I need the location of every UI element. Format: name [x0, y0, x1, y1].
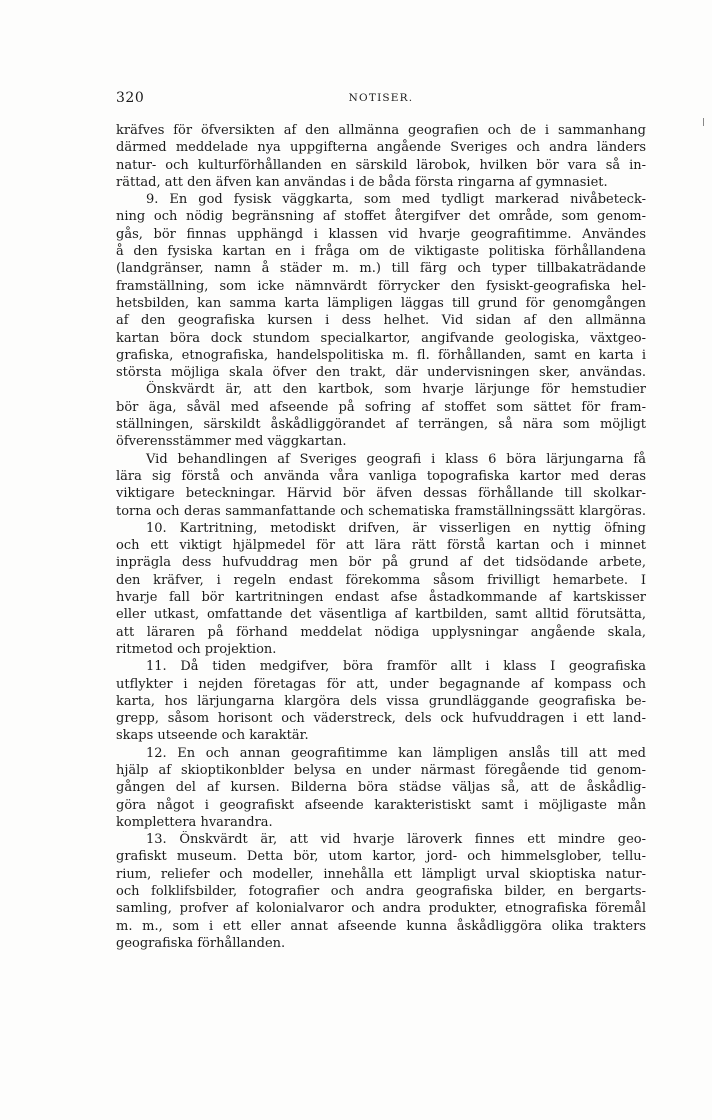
- text-line: hvarje fall bör kartritningen endast afse åstadkommande af kartskisser: [116, 590, 646, 606]
- text-line: att läraren på förhand meddelat nödiga upplysningar angående skala,: [116, 624, 646, 640]
- text-line: natur- och kulturförhållanden en särskild lärobok, hvilken bör vara så in-: [116, 157, 646, 173]
- text-line: och ett viktigt hjälpmedel för att lära rätt förstå kartan och i minnet: [116, 538, 646, 554]
- text-line: bör äga, såväl med afseende på sofring af stoffet som sättet för fram-: [116, 399, 646, 415]
- text-line: gången del af kursen. Bilderna böra städse väljas så, att de åskådlig-: [116, 780, 646, 796]
- margin-mark: [703, 118, 704, 126]
- text-line: inprägla dess hufvuddrag men bör på grund af det tidsödande arbete,: [116, 555, 646, 571]
- text-line: kartan böra dock stundom specialkartor, angifvande geologiska, växtgeo-: [116, 330, 646, 346]
- text-line: 11. Då tiden medgifver, böra framför allt i klass I geografiska: [146, 659, 646, 675]
- text-line: kräfves för öfversikten af den allmänna geografien och de i sammanhang: [116, 123, 646, 138]
- text-line: karta, hos lärjungarna klargöra dels vissa grundläggande geografiska be-: [116, 693, 646, 709]
- text-line: 13. Önskvärdt är, att vid hvarje läroverk finnes ett mindre geo-: [146, 832, 646, 848]
- text-line: rättad, att den äfven kan användas i de båda första ringarna af gymnasiet.: [116, 174, 608, 190]
- text-line: eller utkast, omfattande det väsentliga af kartbilden, samt alltid förutsätta,: [116, 607, 646, 623]
- text-line: 10. Kartritning, metodiskt drifven, är visserligen en nyttig öfning: [146, 520, 646, 536]
- text-line: å den fysiska kartan en i fråga om de viktigaste politiska förhållandena: [116, 244, 646, 260]
- text-line: viktigare beteckningar. Härvid bör äfven dessas förhållande till skolkar-: [116, 486, 646, 502]
- text-line: ning och nödig begränsning af stoffet återgifver det område, som genom-: [116, 209, 646, 225]
- text-line: 12. En och annan geografitimme kan lämpligen anslås till att med: [146, 745, 646, 761]
- text-line: öfverensstämmer med väggkartan.: [116, 434, 347, 450]
- text-line: Önskvärdt är, att den kartbok, som hvarje lärjunge för hemstudier: [146, 382, 646, 398]
- text-line: Vid behandlingen af Sveriges geografi i klass 6 böra lärjungarna få: [146, 451, 646, 467]
- text-line: ställningen, särskildt åskådliggörandet af terrängen, så nära som möjligt: [116, 417, 646, 433]
- text-line: lära sig förstå och använda våra vanliga topografiska kartor med deras: [116, 468, 646, 484]
- text-line: m. m., som i ett eller annat afseende kunna åskådliggöra olika trakters: [116, 918, 646, 934]
- text-line: utflykter i nejden företagas för att, under begagnande af kompass och: [116, 676, 646, 692]
- running-title: NOTISER.: [348, 92, 414, 104]
- text-line: hetsbilden, kan samma karta lämpligen läggas till grund för genomgången: [116, 295, 646, 311]
- text-line: rium, reliefer och modeller, innehålla ett lämpligt urval skioptiska natur-: [116, 866, 646, 882]
- text-line: gås, bör finnas upphängd i klassen vid hvarje geografitimme. Användes: [116, 226, 646, 242]
- text-line: hjälp af skioptikonblder belysa en under närmast föregående tid genom-: [116, 762, 646, 778]
- text-line: samling, profver af kolonialvaror och andra produkter, etnografiska föremål: [116, 901, 646, 917]
- text-line: komplettera hvarandra.: [116, 814, 273, 830]
- text-line: därmed meddelade nya uppgifterna angående Sveriges och andra länders: [116, 140, 646, 156]
- text-line: göra något i geografiskt afseende karakteristiskt samt i möjligaste mån: [116, 797, 646, 813]
- text-line: geografiska förhållanden.: [116, 935, 286, 951]
- text-line: största möjliga skala öfver den trakt, där undervisningen sker, användas.: [116, 365, 646, 381]
- text-line: grafiska, etnografiska, handelspolitiska m. fl. förhållanden, samt en karta i: [116, 347, 646, 363]
- page-number: 320: [116, 90, 145, 106]
- text-line: ritmetod och projektion.: [116, 641, 277, 657]
- text-line: 9. En god fysisk väggkarta, som med tydligt markerad nivåbeteck-: [146, 192, 646, 208]
- text-line: och folklifsbilder, fotografier och andra geografiska bilder, en bergarts-: [116, 884, 646, 900]
- text-line: af den geografiska kursen i dess helhet. Vid sidan af den allmänna: [116, 313, 646, 329]
- body-text: [116, 122, 646, 952]
- page-header: [116, 90, 646, 108]
- text-line: den kräfver, i regeln endast förekomma såsom frivilligt hemarbete. I: [116, 572, 646, 588]
- text-line: skaps utseende och karaktär.: [116, 728, 309, 744]
- text-line: grafiskt museum. Detta bör, utom kartor, jord- och himmelsglober, tellu-: [116, 849, 646, 865]
- text-line: framställning, som icke nämnvärdt förrycker den fysiskt-geografiska hel-: [116, 278, 646, 294]
- text-line: grepp, såsom horisont och väderstreck, dels ock hufvuddragen i ett land-: [116, 711, 646, 727]
- text-line: torna och deras sammanfattande och schematiska framställningssätt klargöras.: [116, 503, 646, 519]
- text-line: (landgränser, namn å städer m. m.) till färg och typer tillbakaträdande: [116, 261, 646, 277]
